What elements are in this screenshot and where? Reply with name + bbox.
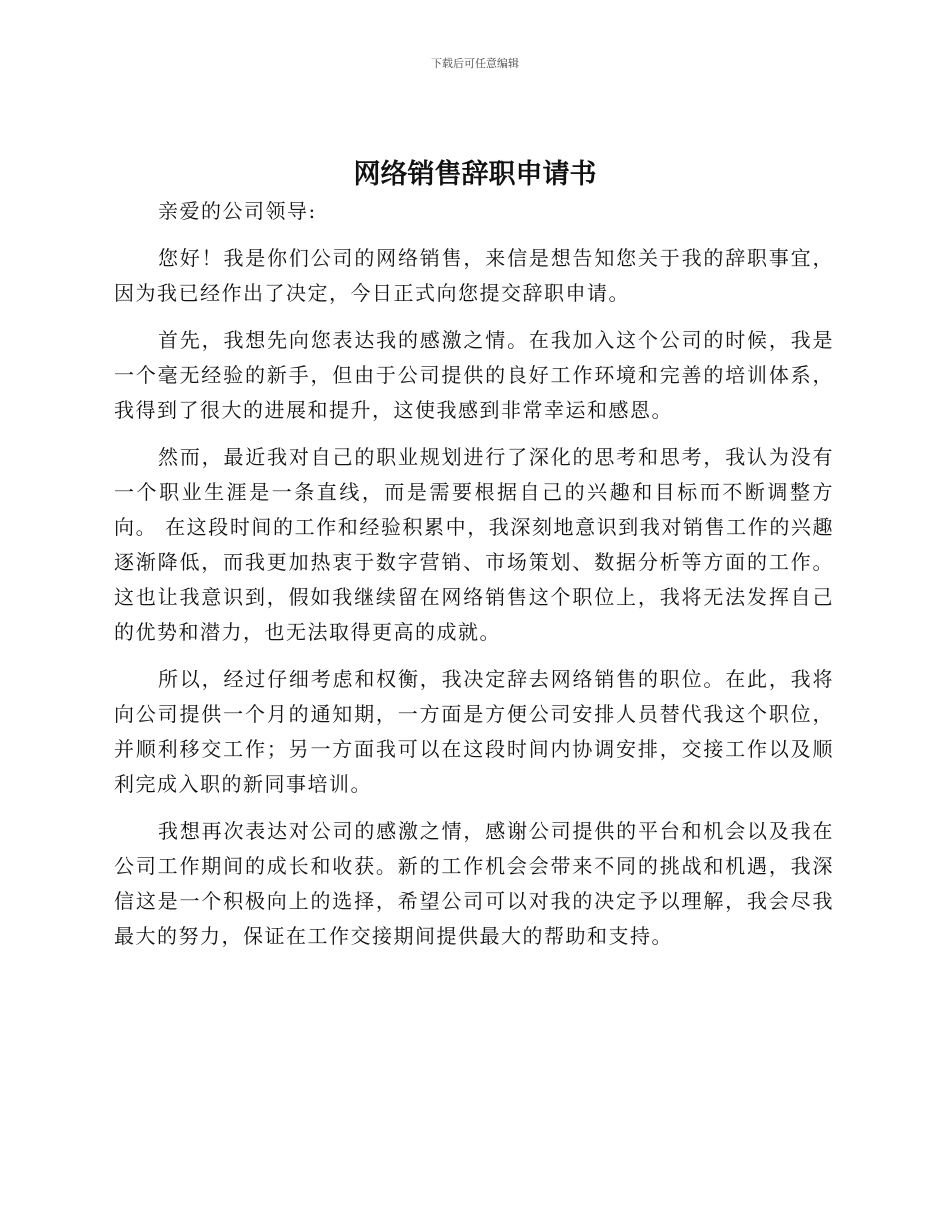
paragraph-reason: 然而，最近我对自己的职业规划进行了深化的思考和思考，我认为没有一个职业生涯是一条直线，而是需要根据自己的兴趣和目标而不断调整方向。 在这段时间的工作和经验积累中，我深刻地意识到我对销售工作的兴趣逐渐降低，而我更加热衷于数字营销、市场策划、数据分析等方面的工作。这也让我意识到，假如我继续留在网络销售这个职位上，我将无法发挥自己的优势和潜力，也无法取得更高的成就。 xyxy=(114,445,834,644)
document-body xyxy=(114,194,834,966)
paragraph-notice: 所以，经过仔细考虑和权衡，我决定辞去网络销售的职位。在此，我将向公司提供一个月的通知期，一方面是方便公司安排人员替代我这个职位，并顺利移交工作；另一方面我可以在这段时间内协调安排，交接工作以及顺利完成入职的新同事培训。 xyxy=(114,667,834,796)
header-note: 下载后可任意编辑 xyxy=(431,57,519,70)
paragraph-gratitude: 首先，我想先向您表达我的感激之情。在我加入这个公司的时候，我是一个毫无经验的新手，但由于公司提供的良好工作环境和完善的培训体系，我得到了很大的进展和提升，这使我感到非常幸运和感恩。 xyxy=(114,328,834,422)
document-title: 网络销售辞职申请书 xyxy=(353,159,597,190)
paragraph-greeting: 您好！我是你们公司的网络销售，来信是想告知您关于我的辞职事宜，因为我已经作出了决定，今日正式向您提交辞职申请。 xyxy=(114,246,834,305)
salutation: 亲爱的公司领导: xyxy=(158,199,317,223)
paragraph-closing: 我想再次表达对公司的感激之情，感谢公司提供的平台和机会以及我在公司工作期间的成长和收获。新的工作机会会带来不同的挑战和机遇，我深信这是一个积极向上的选择，希望公司可以对我的决定予以理解，我会尽我最大的努力，保证在工作交接期间提供最大的帮助和支持。 xyxy=(114,819,834,948)
